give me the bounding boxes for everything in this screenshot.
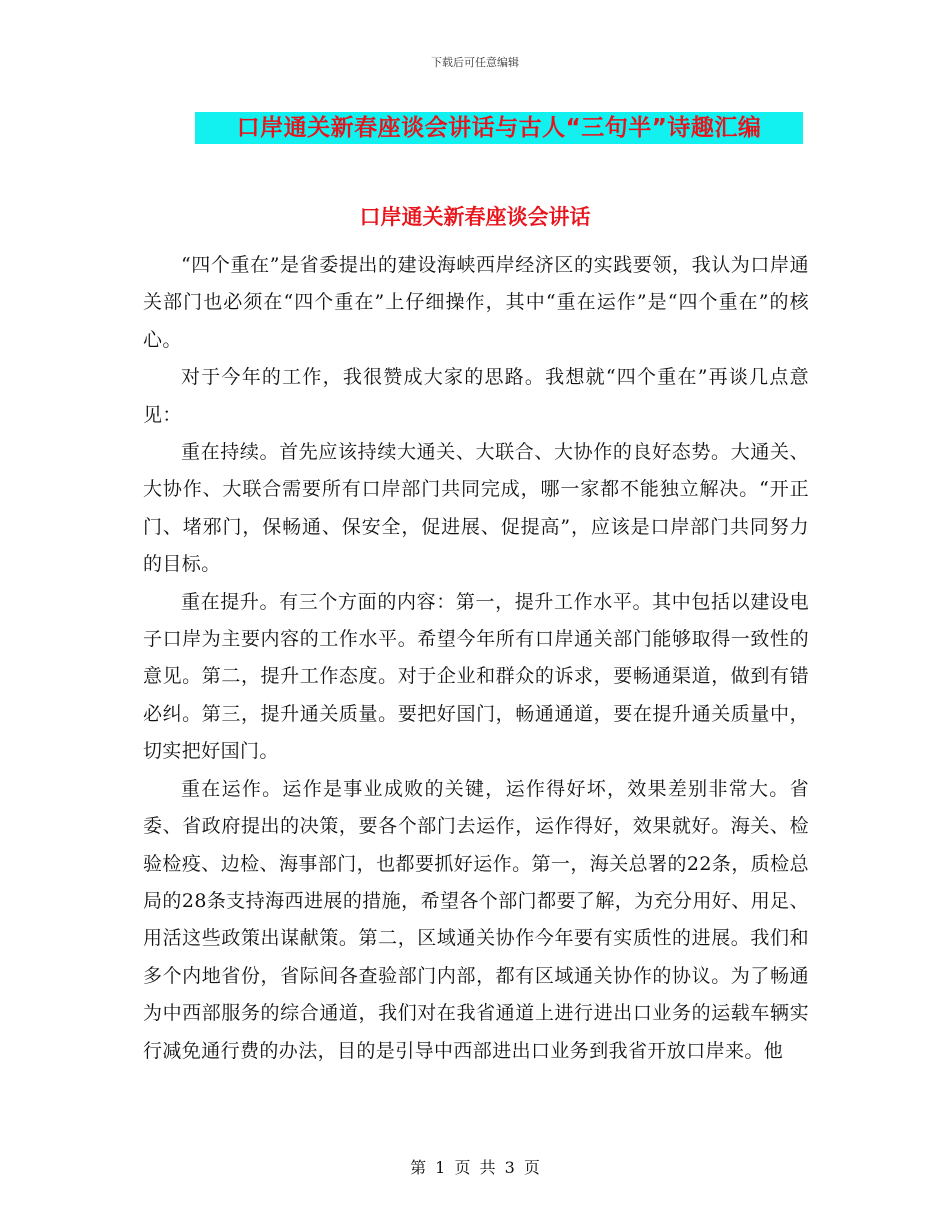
document-body (143, 247, 809, 1070)
body-paragraph: 对于今年的工作，我很赞成大家的思路。我想就“四个重在”再谈几点意见： (143, 366, 809, 426)
body-paragraph: 重在提升。有三个方面的内容：第一，提升工作水平。其中包括以建设电子口岸为主要内容的工作水平。希望今年所有口岸通关部门能够取得一致性的意见。第二，提升工作态度。对于企业和群众的诉求，要畅通渠道，做到有错必纠。第三，提升通关质量。要把好国门，畅通通道，要在提升通关质量中，切实把好国门。 (143, 590, 809, 763)
body-paragraph: 重在持续。首先应该持续大通关、大联合、大协作的良好态势。大通关、大协作、大联合需要所有口岸部门共同完成，哪一家都不能独立解决。“开正门、堵邪门，保畅通、保安全，促进展、促提高”，应该是口岸部门共同努力的目标。 (143, 441, 809, 576)
section-title: 口岸通关新春座谈会讲话 (359, 205, 591, 229)
body-paragraph: 重在运作。运作是事业成败的关键，运作得好坏，效果差别非常大。省委、省政府提出的决策，要各个部门去运作，运作得好，效果就好。海关、检验检疫、边检、海事部门，也都要抓好运作。第一，海关总署的22条，质检总局的28条支持海西进展的措施，希望各个部门都要了解，为充分用好、用足、用活这些政策出谋献策。第二，区域通关协作今年要有实质性的进展。我们和多个内地省份，省际间各查验部门内部，都有区域通关协作的协议。为了畅通为中西部服务的综合通道，我们对在我省通道上进行进出口业务的运载车辆实行减免通行费的办法，目的是引导中西部进出口业务到我省开放口岸来。他 (143, 777, 809, 1062)
page-number: 第 1 页 共 3 页 (410, 1158, 540, 1177)
document-title: 口岸通关新春座谈会讲话与古人“三句半”诗趣汇编 (236, 115, 762, 141)
page-header-note: 下载后可任意编辑 (431, 56, 519, 69)
body-paragraph: “四个重在”是省委提出的建设海峡西岸经济区的实践要领，我认为口岸通关部门也必须在“四个重在”上仔细操作，其中“重在运作”是“四个重在”的核心。 (143, 254, 809, 351)
